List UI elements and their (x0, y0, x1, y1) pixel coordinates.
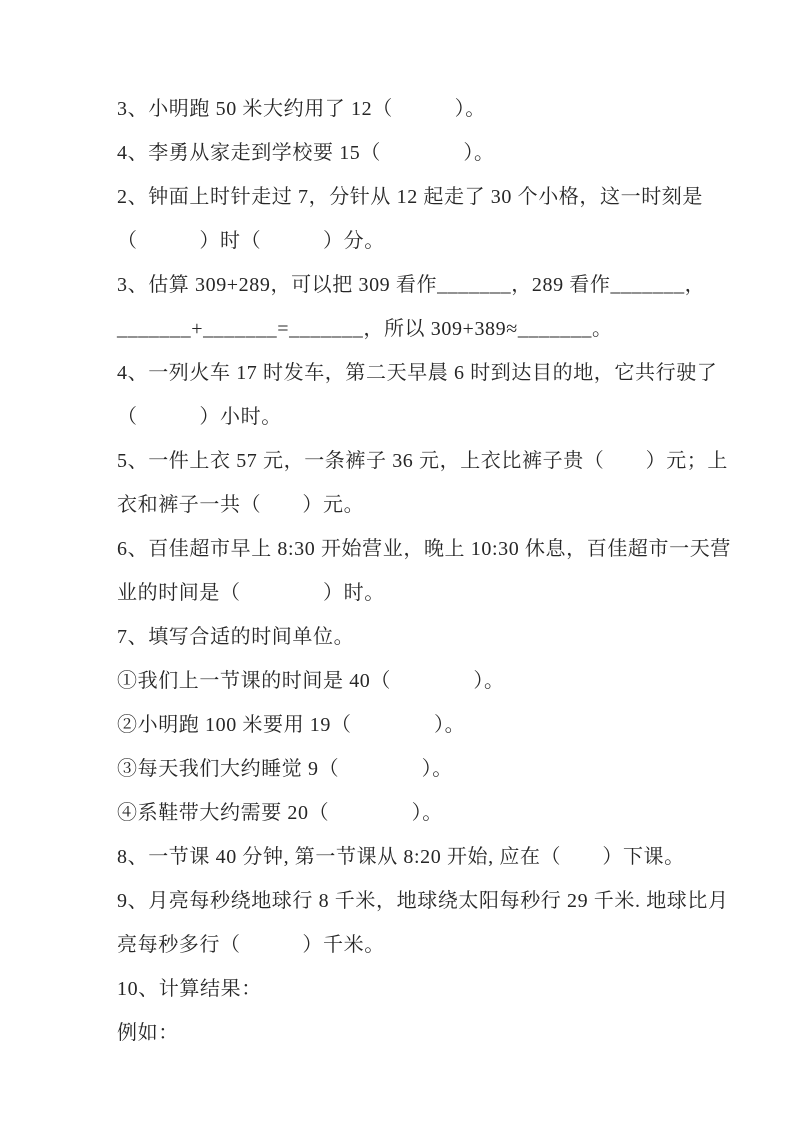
worksheet-line: （ ）小时。 (117, 406, 282, 428)
worksheet-line: ③每天我们大约睡觉 9（ ）。 (117, 758, 453, 780)
worksheet-line: （ ）时（ ）分。 (117, 230, 385, 252)
worksheet-line: 7、填写合适的时间单位。 (117, 626, 355, 648)
worksheet-line: 9、月亮每秒绕地球行 8 千米，地球绕太阳每秒行 29 千米. 地球比月 (117, 890, 729, 912)
worksheet-line: 4、李勇从家走到学校要 15（ ）。 (117, 142, 495, 164)
worksheet-line: ①我们上一节课的时间是 40（ ）。 (117, 670, 505, 692)
worksheet-line: _______+_______=_______，所以 309+389≈_______。 (117, 318, 613, 340)
worksheet-line: 业的时间是（ ）时。 (117, 582, 385, 604)
worksheet-line: 5、一件上衣 57 元，一条裤子 36 元，上衣比裤子贵（ ）元；上 (117, 450, 728, 472)
worksheet-line: 2、钟面上时针走过 7，分针从 12 起走了 30 个小格，这一时刻是 (117, 186, 703, 208)
worksheet-line: 10、计算结果： (117, 978, 262, 1000)
worksheet-line: 6、百佳超市早上 8:30 开始营业，晚上 10:30 休息，百佳超市一天营 (117, 538, 731, 560)
worksheet-line: 8、一节课 40 分钟, 第一节课从 8:20 开始, 应在（ ）下课。 (117, 846, 685, 868)
worksheet-line: 例如： (117, 1022, 179, 1044)
worksheet-line: 3、估算 309+289，可以把 309 看作_______，289 看作_______， (117, 274, 706, 296)
worksheet-content (117, 87, 731, 1055)
worksheet-line: ④系鞋带大约需要 20（ ）。 (117, 802, 443, 824)
worksheet-line: 衣和裤子一共（ ）元。 (117, 494, 365, 516)
worksheet-line: 4、一列火车 17 时发车，第二天早晨 6 时到达目的地，它共行驶了 (117, 362, 718, 384)
worksheet-line: ②小明跑 100 米要用 19（ ）。 (117, 714, 466, 736)
worksheet-line: 3、小明跑 50 米大约用了 12（ ）。 (117, 98, 486, 120)
worksheet-line: 亮每秒多行（ ）千米。 (117, 934, 385, 956)
